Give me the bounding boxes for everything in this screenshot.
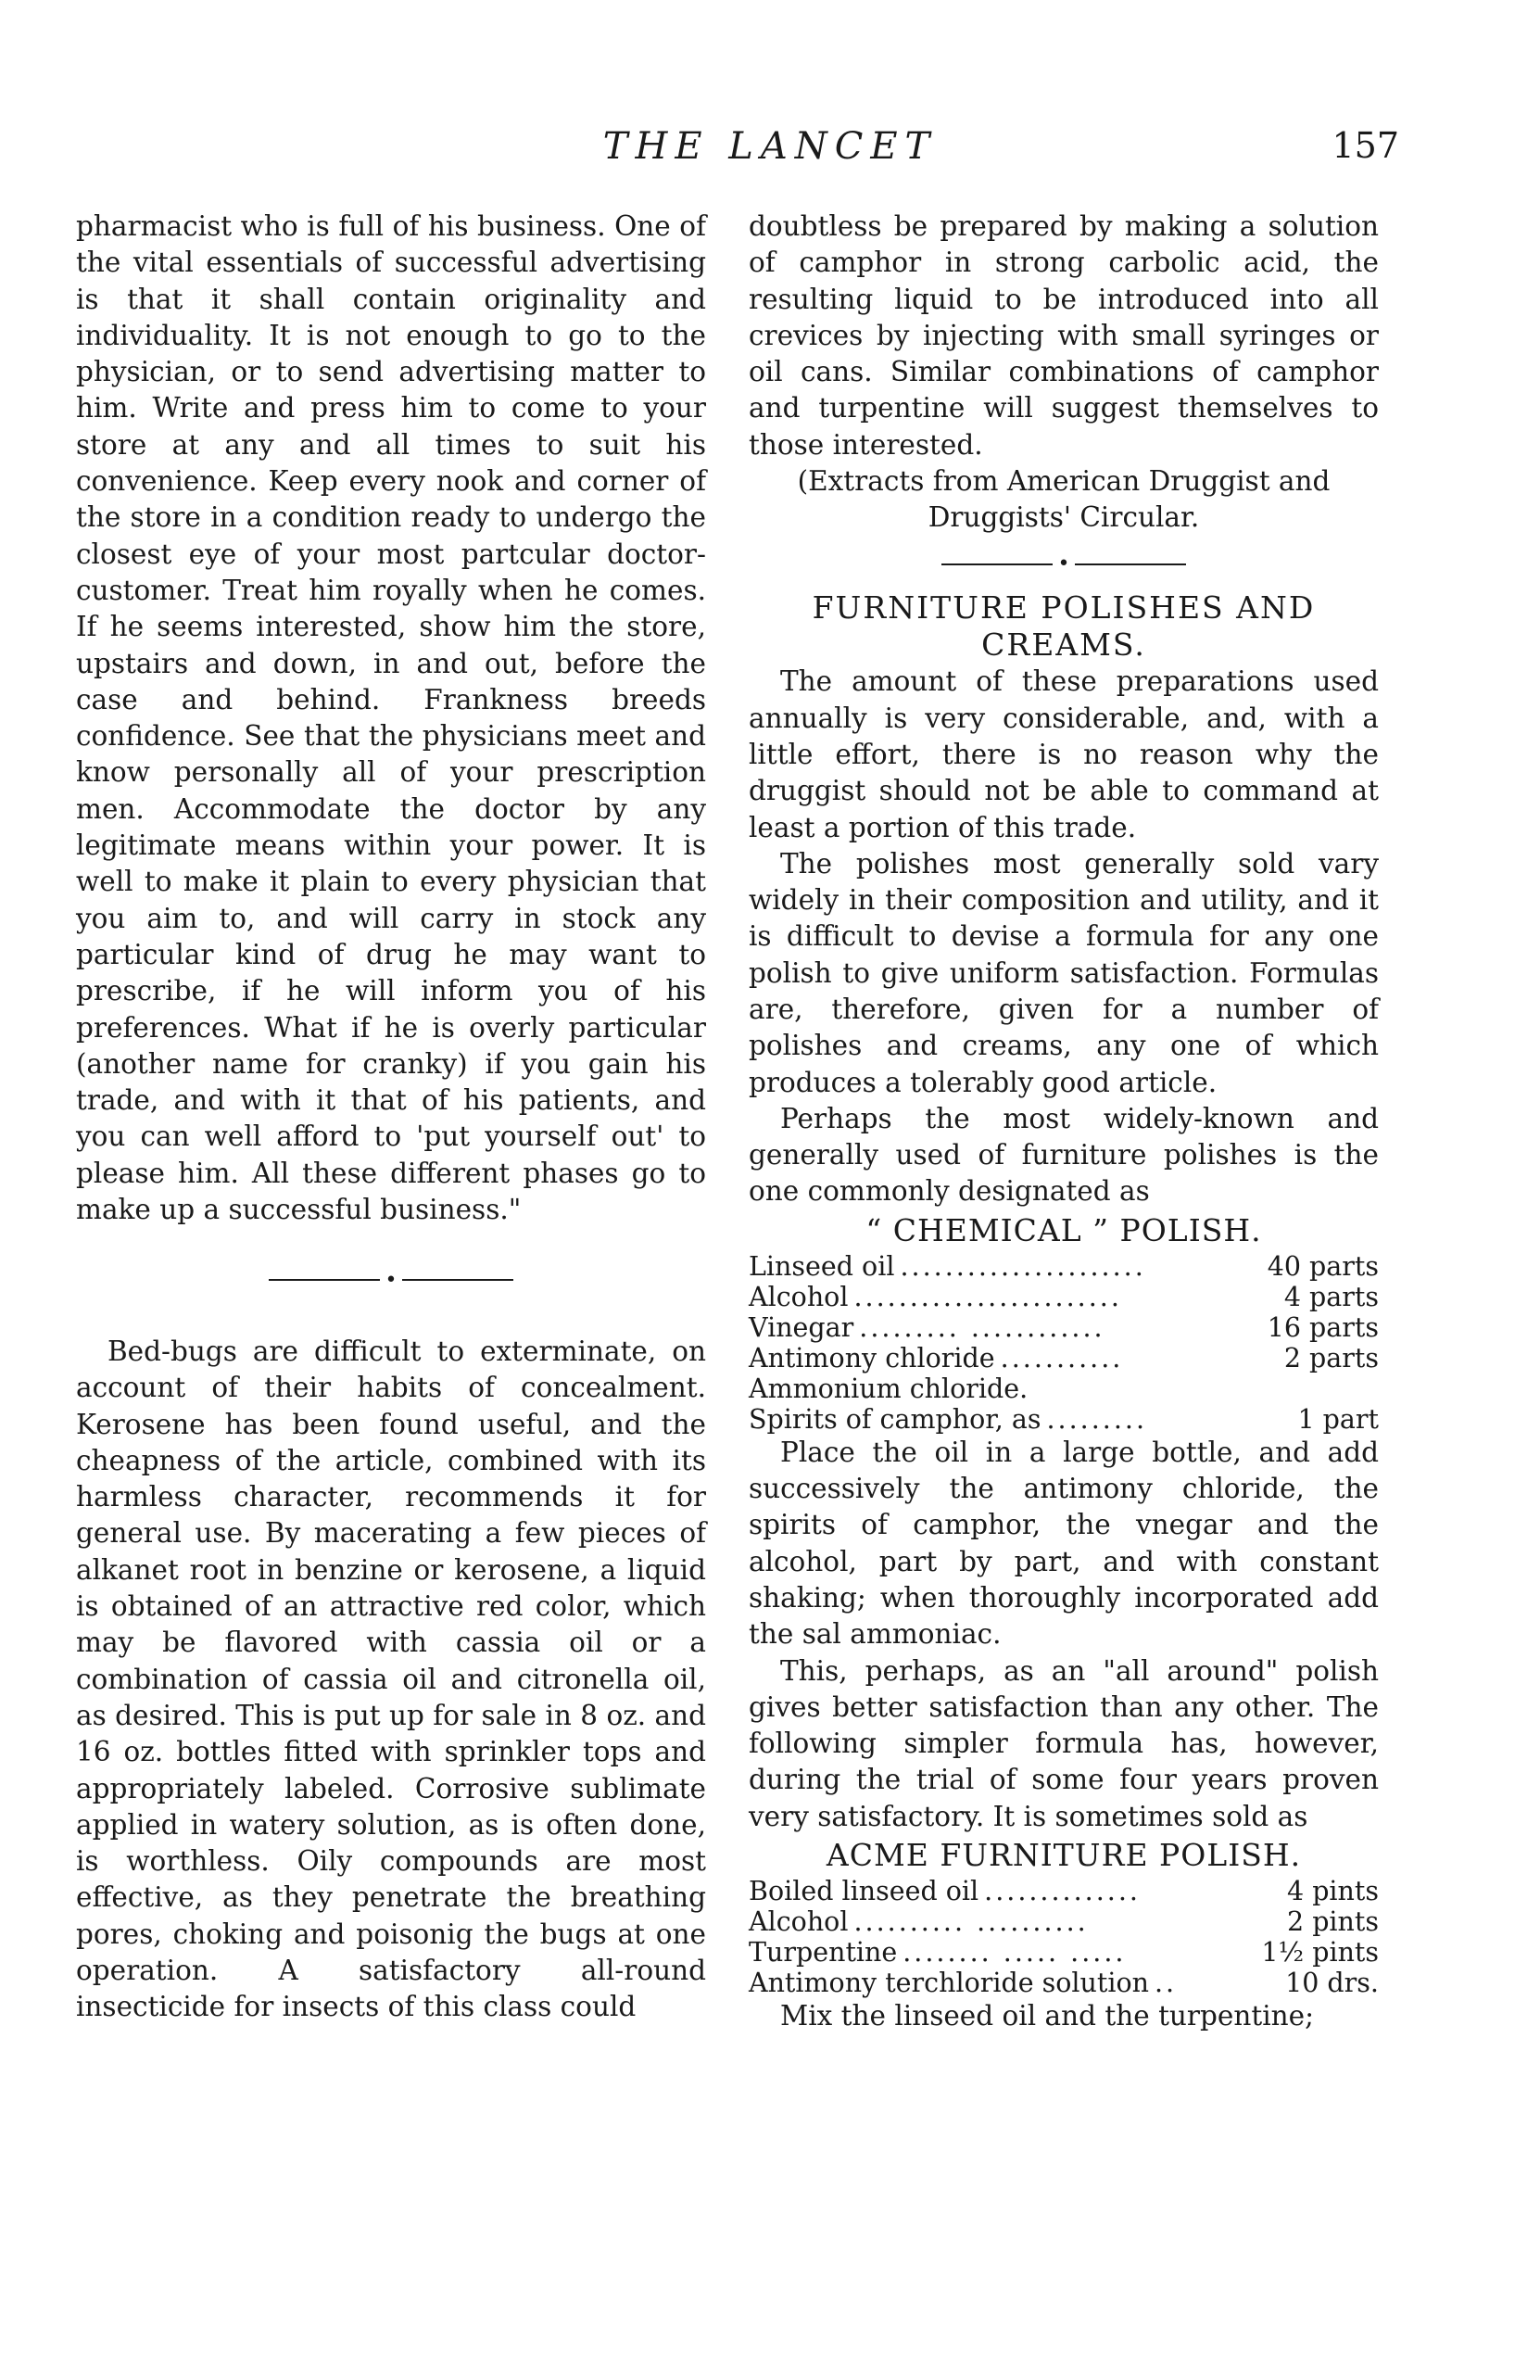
recipe-title-acme-polish: ACME FURNITURE POLISH. (826, 1837, 1302, 1874)
left-paragraph-1: pharmacist who is full of his business. One of the vital essentials of successful advertising is that it shall contain originality and individuality. It is not enough to go to the physician, or to send advertising matter to him. Write and press him to come to your store at any and all times to suit his convenience. Keep every nook and corner of the store in a condition ready to undergo the closest eye of your most partcular doctor-customer. Treat him royally when he comes. If he seems interested, show him the store, upstairs and down, in and out, before the case and behind. Frankness breeds confidence. See that the physicians meet and know personally all of your prescription men. Accommodate the doctor by any legitimate means within your power. It is well to make it plain to every physician that you aim to, and will carry in stock any particular kind of drug he may want to prescribe, if he will inform you of his preferences. What if he is overly particular (another name for cranky) if you gain his trade, and with it that of his patients, and you can well afford to 'put yourself out' to please him. All these different phases go to make up a successful business." (76, 210, 706, 1226)
source-citation-line-1: (Extracts from American Druggist and (797, 465, 1331, 498)
leader-dots: .. (1154, 1968, 1178, 1999)
ingredient-quantity: 4 pints (1287, 1876, 1379, 1907)
ingredient-quantity: 16 parts (1267, 1311, 1379, 1343)
page-number: 157 (1332, 125, 1399, 166)
ingredient-name: Ammonium chloride. (749, 1373, 1029, 1404)
recipe-item (749, 1251, 1379, 1282)
recipe-item (749, 1937, 1379, 1968)
recipe-item (749, 1282, 1379, 1312)
ingredient-quantity: 1½ pints (1261, 1937, 1379, 1969)
ornament-rule-right (402, 1279, 513, 1281)
ingredient-quantity: 10 drs. (1285, 1968, 1379, 1999)
right-column (749, 209, 1379, 2034)
ingredient-quantity: 1 part (1297, 1403, 1379, 1435)
leader-dots: .............. (984, 1876, 1141, 1907)
leader-dots: ........................ (853, 1281, 1122, 1312)
section-title (749, 589, 1379, 664)
section-title-line-1: FURNITURE POLISHES AND (812, 589, 1316, 627)
right-paragraph-7: Mix the linseed oil and the turpentine; (780, 2000, 1315, 2032)
recipe-item (749, 1876, 1379, 1906)
right-paragraph-1: doubtless be prepared by making a solution of camphor in strong carbolic acid, the resulting liquid to be introduced into all crevices by injecting with small syringes or oil cans. Similar combinations of camphor and turpentine will suggest themselves to those interested. (749, 210, 1379, 461)
recipe-item (749, 1343, 1379, 1374)
leader-dots: ......... (1046, 1403, 1148, 1435)
ingredient-name: Alcohol (749, 1906, 849, 1938)
left-column (76, 209, 706, 2026)
divider-ornament (76, 1261, 706, 1298)
divider-ornament (749, 546, 1379, 583)
source-citation-line-2: Druggists' Circular. (928, 501, 1200, 534)
running-title: THE LANCET (602, 125, 938, 168)
leader-dots: .......... .......... (853, 1906, 1089, 1938)
recipe-item (749, 1906, 1379, 1937)
ornament-dot: • (1057, 552, 1070, 576)
recipe-item (749, 1374, 1379, 1404)
ornament-rule-right (1075, 563, 1186, 565)
ingredient-name: Antimony chloride (749, 1342, 995, 1374)
ingredient-name: Boiled linseed oil (749, 1876, 979, 1907)
ingredient-quantity: 2 pints (1287, 1906, 1379, 1938)
right-paragraph-4: Perhaps the most widely-known and generally used of furniture polishes is the one commonly designated as (749, 1102, 1379, 1208)
section-title-line-2: CREAMS. (981, 627, 1146, 664)
ingredient-quantity: 2 parts (1283, 1342, 1379, 1374)
ingredient-name: Spirits of camphor, as (749, 1403, 1041, 1435)
recipe-list-acme-polish (749, 1876, 1379, 1998)
page-header (0, 125, 1540, 181)
ingredient-name: Turpentine (749, 1937, 898, 1969)
ornament-rule-left (269, 1279, 380, 1281)
recipe-list-chemical-polish (749, 1251, 1379, 1435)
recipe-title-chemical-polish: “ CHEMICAL ” POLISH. (865, 1211, 1262, 1248)
ingredient-name: Antimony terchloride solution (749, 1968, 1149, 1999)
ornament-rule-left (941, 563, 1053, 565)
leader-dots: ...................... (900, 1250, 1146, 1282)
ingredient-quantity: 4 parts (1283, 1281, 1379, 1312)
right-paragraph-5: Place the oil in a large bottle, and add successively the antimony chloride, the spirits of camphor, the vnegar and the alcohol, part by part, and with constant shaking; when thoroughly incorporated add the sal ammoniac. (749, 1436, 1379, 1651)
recipe-item (749, 1968, 1379, 1998)
leader-dots: ........ ..... ..... (903, 1937, 1127, 1969)
recipe-item (749, 1312, 1379, 1343)
leader-dots: ......... ............ (859, 1311, 1105, 1343)
left-paragraph-2: Bed-bugs are difficult to exterminate, on account of their habits of concealment. Kerosene has been found useful, and the cheapness of the article, combined with its harmless character, recommends it for general use. By macerating a few pieces of alkanet root in benzine or kerosene, a liquid is obtained of an attractive red color, which may be flavored with cassia oil or a combination of cassia oil and citronella oil, as desired. This is put up for sale in 8 oz. and 16 oz. bottles fitted with sprinkler tops and appropriately labeled. Corrosive sublimate applied in watery solution, as is often done, is worthless. Oily compounds are most effective, as they penetrate the breathing pores, choking and poisonig the bugs at one operation. A satisfactory all-round insecticide for insects of this class could (76, 1335, 706, 2023)
ornament-dot: • (385, 1268, 398, 1292)
leader-dots: ........... (1000, 1342, 1124, 1374)
right-paragraph-2: The amount of these preparations used annually is very considerable, and, with a little effort, there is no reason why the druggist should not be able to command at least a portion of this trade. (749, 665, 1379, 843)
recipe-item (749, 1404, 1379, 1435)
ingredient-quantity: 40 parts (1267, 1250, 1379, 1282)
ingredient-name: Vinegar (749, 1311, 854, 1343)
right-paragraph-6: This, perhaps, as an "all around" polish gives better satisfaction than any other. The following simpler formula has, however, during the trial of some four years proven very satisfactory. It is sometimes sold as (749, 1654, 1379, 1832)
ingredient-name: Linseed oil (749, 1250, 895, 1282)
right-paragraph-3: The polishes most generally sold vary widely in their composition and utility, and it is difficult to devise a formula for any one polish to give uniform satisfaction. Formulas are, therefore, given for a number of polishes and creams, any one of which produces a tolerably good article. (749, 847, 1379, 1098)
ingredient-name: Alcohol (749, 1281, 849, 1312)
